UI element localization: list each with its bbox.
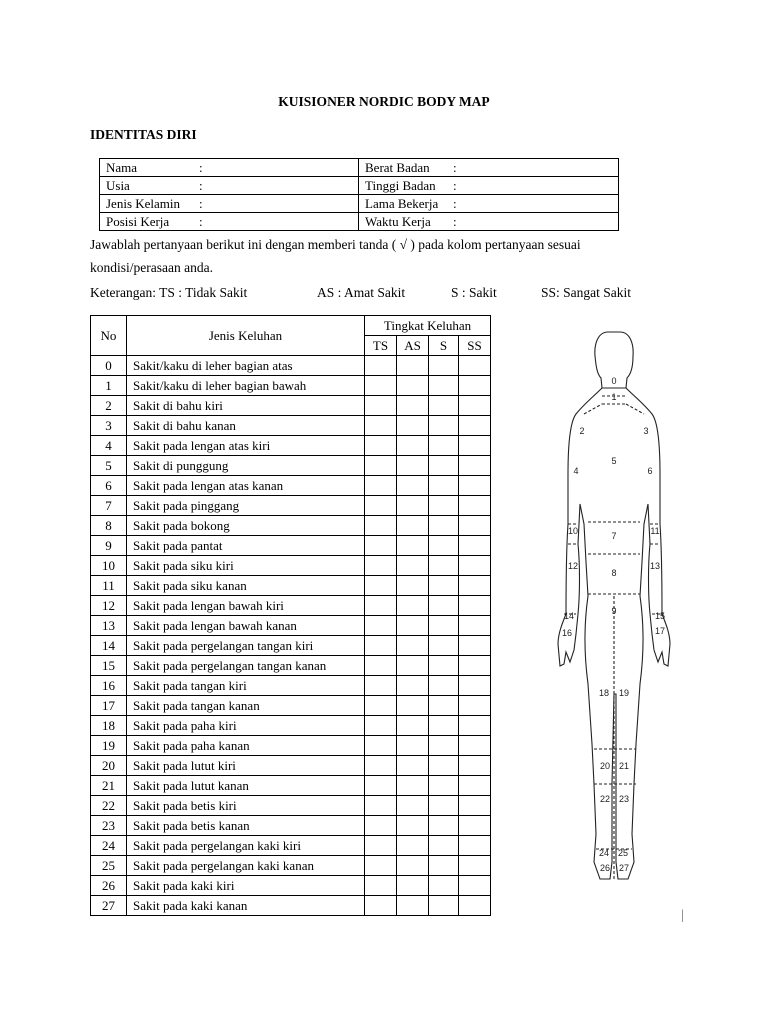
- check-cell-ss[interactable]: [459, 676, 491, 696]
- complaint-text: Sakit pada lutut kanan: [127, 776, 365, 796]
- check-cell-as[interactable]: [397, 636, 429, 656]
- complaint-text: Sakit pada siku kiri: [127, 556, 365, 576]
- table-row: [91, 476, 491, 496]
- check-cell-as[interactable]: [397, 896, 429, 916]
- check-cell-s[interactable]: [429, 396, 459, 416]
- check-cell-s[interactable]: [429, 876, 459, 896]
- check-cell-as[interactable]: [397, 556, 429, 576]
- identity-separator: :: [199, 214, 203, 229]
- check-cell-ss[interactable]: [459, 896, 491, 916]
- body-region-label: 12: [567, 561, 579, 571]
- check-cell-s[interactable]: [429, 696, 459, 716]
- table-row: [91, 816, 491, 836]
- check-cell-s[interactable]: [429, 476, 459, 496]
- complaint-text: Sakit pada betis kiri: [127, 796, 365, 816]
- check-cell-ss[interactable]: [459, 616, 491, 636]
- check-cell-ts[interactable]: [365, 856, 397, 876]
- complaint-text: Sakit pada lengan bawah kiri: [127, 596, 365, 616]
- check-cell-ts[interactable]: [365, 616, 397, 636]
- table-row: [91, 416, 491, 436]
- check-cell-as[interactable]: [397, 516, 429, 536]
- table-row: [91, 376, 491, 396]
- body-region-label: 16: [561, 628, 573, 638]
- identity-row: [100, 177, 619, 195]
- row-number: 10: [91, 556, 127, 576]
- table-row: [91, 656, 491, 676]
- body-region-label: 11: [650, 526, 660, 536]
- check-cell-ts[interactable]: [365, 576, 397, 596]
- check-cell-as[interactable]: [397, 616, 429, 636]
- instruction-text: Jawablah pertanyaan berikut ini dengan memberi tanda ( √ ) pada kolom pertanyaan sesuai kondisi/perasaan anda.: [90, 237, 581, 275]
- level-header-s: S: [429, 336, 459, 356]
- body-region-label: 0: [611, 376, 617, 386]
- table-row: [91, 716, 491, 736]
- complaint-text: Sakit pada siku kanan: [127, 576, 365, 596]
- complaint-text: Sakit pada lutut kiri: [127, 756, 365, 776]
- check-cell-s[interactable]: [429, 676, 459, 696]
- check-cell-ts[interactable]: [365, 896, 397, 916]
- check-cell-s[interactable]: [429, 436, 459, 456]
- complaint-text: Sakit di bahu kiri: [127, 396, 365, 416]
- body-region-label: 26: [599, 863, 611, 873]
- level-header-ts: TS: [365, 336, 397, 356]
- row-number: 21: [91, 776, 127, 796]
- check-cell-ss[interactable]: [459, 596, 491, 616]
- table-row: [91, 696, 491, 716]
- check-cell-ts[interactable]: [365, 876, 397, 896]
- row-number: 14: [91, 636, 127, 656]
- row-number: 0: [91, 356, 127, 376]
- identity-field-right[interactable]: [359, 195, 619, 213]
- complaint-text: Sakit pada tangan kanan: [127, 696, 365, 716]
- body-region-label: 7: [611, 531, 617, 541]
- check-cell-ss[interactable]: [459, 456, 491, 476]
- check-cell-s[interactable]: [429, 816, 459, 836]
- check-cell-s[interactable]: [429, 556, 459, 576]
- check-cell-ts[interactable]: [365, 596, 397, 616]
- check-cell-as[interactable]: [397, 416, 429, 436]
- identity-label: Tinggi Badan: [365, 178, 436, 193]
- table-row: [91, 356, 491, 376]
- identity-row: [100, 213, 619, 231]
- complaint-text: Sakit pada paha kiri: [127, 716, 365, 736]
- legend-s: S : Sakit: [451, 285, 497, 300]
- identity-label: Usia: [106, 178, 130, 193]
- check-cell-ss[interactable]: [459, 376, 491, 396]
- check-cell-ts[interactable]: [365, 656, 397, 676]
- check-cell-as[interactable]: [397, 396, 429, 416]
- row-number: 22: [91, 796, 127, 816]
- check-cell-s[interactable]: [429, 856, 459, 876]
- row-number: 20: [91, 756, 127, 776]
- table-row: [91, 876, 491, 896]
- body-region-label: 20: [599, 761, 611, 771]
- check-cell-s[interactable]: [429, 536, 459, 556]
- complaint-text: Sakit pada kaki kanan: [127, 896, 365, 916]
- row-number: 27: [91, 896, 127, 916]
- check-cell-as[interactable]: [397, 796, 429, 816]
- check-cell-ss[interactable]: [459, 756, 491, 776]
- row-number: 11: [91, 576, 127, 596]
- check-cell-ss[interactable]: [459, 576, 491, 596]
- complaint-text: Sakit pada paha kanan: [127, 736, 365, 756]
- row-number: 26: [91, 876, 127, 896]
- check-cell-ss[interactable]: [459, 856, 491, 876]
- body-region-label: 17: [654, 626, 666, 636]
- row-number: 7: [91, 496, 127, 516]
- body-region-label: 23: [618, 794, 630, 804]
- check-cell-ss[interactable]: [459, 796, 491, 816]
- col-no-header: No: [91, 316, 127, 356]
- check-cell-s[interactable]: [429, 576, 459, 596]
- identity-separator: :: [453, 160, 457, 175]
- check-cell-as[interactable]: [397, 736, 429, 756]
- identity-heading: IDENTITAS DIRI: [90, 127, 197, 142]
- body-region-label: 1: [611, 392, 617, 402]
- check-cell-s[interactable]: [429, 836, 459, 856]
- row-number: 6: [91, 476, 127, 496]
- row-number: 15: [91, 656, 127, 676]
- check-cell-as[interactable]: [397, 856, 429, 876]
- check-cell-ss[interactable]: [459, 836, 491, 856]
- table-row: [91, 796, 491, 816]
- identity-label: Nama: [106, 160, 138, 175]
- complaint-text: Sakit pada kaki kiri: [127, 876, 365, 896]
- body-map-figure: [544, 314, 684, 910]
- body-region-label: 22: [599, 794, 611, 804]
- check-cell-ss[interactable]: [459, 396, 491, 416]
- body-region-label: 8: [611, 568, 617, 578]
- check-cell-ts[interactable]: [365, 476, 397, 496]
- identity-separator: :: [199, 160, 203, 175]
- complaint-text: Sakit pada bokong: [127, 516, 365, 536]
- check-cell-as[interactable]: [397, 656, 429, 676]
- row-number: 17: [91, 696, 127, 716]
- table-row: [91, 436, 491, 456]
- identity-row: [100, 159, 619, 177]
- complaint-table: [90, 315, 491, 916]
- complaint-text: Sakit pada pergelangan tangan kanan: [127, 656, 365, 676]
- table-row: [91, 896, 491, 916]
- table-row: [91, 556, 491, 576]
- check-cell-as[interactable]: [397, 356, 429, 376]
- check-cell-ts[interactable]: [365, 556, 397, 576]
- body-region-label: 5: [611, 456, 617, 466]
- complaint-text: Sakit pada tangan kiri: [127, 676, 365, 696]
- check-cell-ts[interactable]: [365, 516, 397, 536]
- complaint-text: Sakit pada pinggang: [127, 496, 365, 516]
- check-cell-s[interactable]: [429, 456, 459, 476]
- check-cell-s[interactable]: [429, 376, 459, 396]
- check-cell-ss[interactable]: [459, 416, 491, 436]
- check-cell-ss[interactable]: [459, 736, 491, 756]
- check-cell-ts[interactable]: [365, 376, 397, 396]
- row-number: 23: [91, 816, 127, 836]
- identity-field-left[interactable]: [100, 213, 359, 231]
- row-number: 5: [91, 456, 127, 476]
- complaint-text: Sakit/kaku di leher bagian atas: [127, 356, 365, 376]
- check-cell-ts[interactable]: [365, 416, 397, 436]
- complaint-text: Sakit pada lengan atas kanan: [127, 476, 365, 496]
- body-region-label: 19: [618, 688, 630, 698]
- check-cell-ts[interactable]: [365, 536, 397, 556]
- identity-separator: :: [453, 178, 457, 193]
- check-cell-ts[interactable]: [365, 696, 397, 716]
- body-region-label: 9: [611, 606, 617, 616]
- check-cell-s[interactable]: [429, 656, 459, 676]
- check-cell-as[interactable]: [397, 876, 429, 896]
- legend-ts: Keterangan: TS : Tidak Sakit: [90, 285, 248, 300]
- check-cell-as[interactable]: [397, 716, 429, 736]
- level-header-ss: SS: [459, 336, 491, 356]
- complaint-text: Sakit/kaku di leher bagian bawah: [127, 376, 365, 396]
- check-cell-s[interactable]: [429, 596, 459, 616]
- table-row: [91, 396, 491, 416]
- identity-field-left[interactable]: [100, 195, 359, 213]
- identity-field-right[interactable]: [359, 213, 619, 231]
- check-cell-ss[interactable]: [459, 876, 491, 896]
- col-level-header: Tingkat Keluhan: [365, 316, 491, 336]
- check-cell-ts[interactable]: [365, 816, 397, 836]
- table-row: [91, 516, 491, 536]
- check-cell-ss[interactable]: [459, 556, 491, 576]
- complaint-text: Sakit pada pergelangan tangan kiri: [127, 636, 365, 656]
- check-cell-s[interactable]: [429, 896, 459, 916]
- identity-table: [99, 158, 619, 231]
- table-row: [91, 756, 491, 776]
- identity-field-left[interactable]: [100, 177, 359, 195]
- table-row: [91, 856, 491, 876]
- complaint-text: Sakit pada pergelangan kaki kanan: [127, 856, 365, 876]
- check-cell-s[interactable]: [429, 356, 459, 376]
- check-cell-ss[interactable]: [459, 636, 491, 656]
- table-row: [91, 776, 491, 796]
- row-number: 13: [91, 616, 127, 636]
- table-row: [91, 576, 491, 596]
- check-cell-s[interactable]: [429, 776, 459, 796]
- check-cell-s[interactable]: [429, 756, 459, 776]
- check-cell-as[interactable]: [397, 756, 429, 776]
- check-cell-ss[interactable]: [459, 716, 491, 736]
- check-cell-s[interactable]: [429, 496, 459, 516]
- table-row: [91, 536, 491, 556]
- level-header-as: AS: [397, 336, 429, 356]
- body-region-label: 27: [618, 863, 630, 873]
- identity-label: Jenis Kelamin: [106, 196, 181, 211]
- table-row: [91, 736, 491, 756]
- identity-separator: :: [453, 214, 457, 229]
- body-region-label: 18: [598, 688, 610, 698]
- check-cell-ts[interactable]: [365, 736, 397, 756]
- row-number: 2: [91, 396, 127, 416]
- body-region-label: 14: [563, 611, 575, 621]
- table-row: [91, 836, 491, 856]
- identity-label: Lama Bekerja: [365, 196, 439, 211]
- check-cell-as[interactable]: [397, 436, 429, 456]
- identity-label: Berat Badan: [365, 160, 430, 175]
- row-number: 19: [91, 736, 127, 756]
- complaint-text: Sakit pada pantat: [127, 536, 365, 556]
- check-cell-ts[interactable]: [365, 836, 397, 856]
- check-cell-as[interactable]: [397, 676, 429, 696]
- row-number: 24: [91, 836, 127, 856]
- check-cell-ss[interactable]: [459, 496, 491, 516]
- check-cell-ts[interactable]: [365, 496, 397, 516]
- identity-field-right[interactable]: [359, 159, 619, 177]
- check-cell-s[interactable]: [429, 736, 459, 756]
- row-number: 4: [91, 436, 127, 456]
- complaint-text: Sakit di bahu kanan: [127, 416, 365, 436]
- table-row: [91, 456, 491, 476]
- check-cell-as[interactable]: [397, 596, 429, 616]
- table-row: [91, 636, 491, 656]
- check-cell-ts[interactable]: [365, 636, 397, 656]
- check-cell-s[interactable]: [429, 416, 459, 436]
- complaint-text: Sakit pada lengan atas kiri: [127, 436, 365, 456]
- body-region-label: 25: [617, 848, 629, 858]
- check-cell-ts[interactable]: [365, 796, 397, 816]
- check-cell-s[interactable]: [429, 636, 459, 656]
- body-region-label: 4: [573, 466, 579, 476]
- identity-separator: :: [453, 196, 457, 211]
- check-cell-s[interactable]: [429, 516, 459, 536]
- check-cell-ss[interactable]: [459, 656, 491, 676]
- row-number: 3: [91, 416, 127, 436]
- check-cell-as[interactable]: [397, 496, 429, 516]
- check-cell-ss[interactable]: [459, 476, 491, 496]
- check-cell-ts[interactable]: [365, 356, 397, 376]
- table-row: [91, 496, 491, 516]
- identity-row: [100, 195, 619, 213]
- complaint-text: Sakit pada pergelangan kaki kiri: [127, 836, 365, 856]
- check-cell-ts[interactable]: [365, 676, 397, 696]
- body-region-label: 6: [647, 466, 653, 476]
- body-region-label: 15: [654, 611, 666, 621]
- check-cell-ts[interactable]: [365, 776, 397, 796]
- check-cell-as[interactable]: [397, 476, 429, 496]
- check-cell-s[interactable]: [429, 796, 459, 816]
- check-cell-ss[interactable]: [459, 696, 491, 716]
- check-cell-ts[interactable]: [365, 456, 397, 476]
- document-title: KUISIONER NORDIC BODY MAP: [278, 94, 490, 109]
- body-region-label: 2: [579, 426, 585, 436]
- identity-label: Posisi Kerja: [106, 214, 170, 229]
- check-cell-as[interactable]: [397, 456, 429, 476]
- identity-field-left[interactable]: [100, 159, 359, 177]
- check-cell-s[interactable]: [429, 616, 459, 636]
- check-cell-ss[interactable]: [459, 536, 491, 556]
- body-region-label: 10: [567, 526, 579, 536]
- check-cell-as[interactable]: [397, 816, 429, 836]
- check-cell-as[interactable]: [397, 696, 429, 716]
- row-number: 25: [91, 856, 127, 876]
- check-cell-ts[interactable]: [365, 756, 397, 776]
- col-complaint-header: Jenis Keluhan: [127, 316, 365, 356]
- check-cell-ss[interactable]: [459, 516, 491, 536]
- row-number: 9: [91, 536, 127, 556]
- check-cell-ss[interactable]: [459, 356, 491, 376]
- table-row: [91, 616, 491, 636]
- check-cell-as[interactable]: [397, 776, 429, 796]
- check-cell-ss[interactable]: [459, 436, 491, 456]
- check-cell-s[interactable]: [429, 716, 459, 736]
- check-cell-as[interactable]: [397, 536, 429, 556]
- complaint-text: Sakit pada betis kanan: [127, 816, 365, 836]
- check-cell-as[interactable]: [397, 376, 429, 396]
- check-cell-ts[interactable]: [365, 716, 397, 736]
- identity-separator: :: [199, 178, 203, 193]
- body-region-label: 21: [618, 761, 630, 771]
- check-cell-as[interactable]: [397, 836, 429, 856]
- row-number: 8: [91, 516, 127, 536]
- identity-separator: :: [199, 196, 203, 211]
- row-number: 12: [91, 596, 127, 616]
- complaint-text: Sakit pada lengan bawah kanan: [127, 616, 365, 636]
- identity-field-right[interactable]: [359, 177, 619, 195]
- table-row: [91, 676, 491, 696]
- check-cell-ss[interactable]: [459, 776, 491, 796]
- row-number: 18: [91, 716, 127, 736]
- check-cell-as[interactable]: [397, 576, 429, 596]
- complaint-text: Sakit di punggung: [127, 456, 365, 476]
- body-region-label: 13: [649, 561, 661, 571]
- check-cell-ts[interactable]: [365, 396, 397, 416]
- identity-label: Waktu Kerja: [365, 214, 431, 229]
- page-mark: |: [681, 908, 684, 923]
- row-number: 1: [91, 376, 127, 396]
- table-row: [91, 596, 491, 616]
- legend-ss: SS: Sangat Sakit: [541, 285, 632, 300]
- legend-as: AS : Amat Sakit: [317, 285, 406, 300]
- row-number: 16: [91, 676, 127, 696]
- check-cell-ts[interactable]: [365, 436, 397, 456]
- body-region-label: 3: [643, 426, 649, 436]
- check-cell-ss[interactable]: [459, 816, 491, 836]
- body-region-label: 24: [598, 848, 610, 858]
